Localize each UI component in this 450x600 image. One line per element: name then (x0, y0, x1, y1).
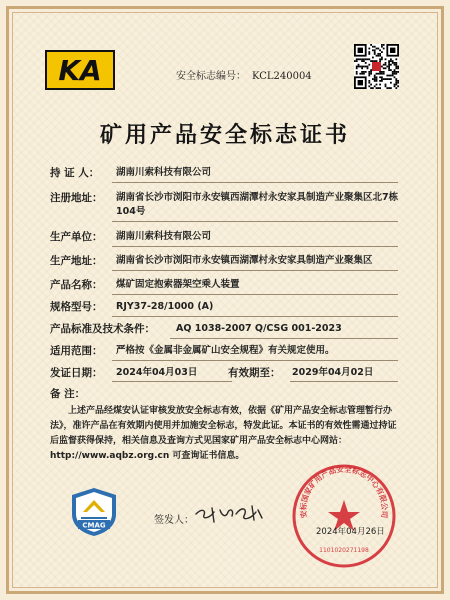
field-holder-label: 持 证 人： (50, 167, 100, 179)
svg-text:安标国家矿用产品安全标志中心有限公司: 安标国家矿用产品安全标志中心有限公司 (298, 464, 390, 519)
field-scope-value: 严格按《金属非金属矿山安全规程》有关规定使用。 (116, 345, 335, 356)
cert-number-label: 安全标志编号： (176, 71, 246, 82)
signature (192, 500, 266, 526)
field-model-value: RJY37-28/1000 (A) (116, 301, 214, 312)
field-product-name-value: 煤矿固定抱索器架空乘人装置 (116, 279, 240, 290)
rule (290, 381, 398, 382)
certificate-number (176, 67, 312, 82)
rule (170, 338, 398, 339)
field-producer-value: 湖南川索科技有限公司 (116, 231, 212, 242)
certificate-body-text: 上述产品经煤安认证审核发放安全标志有效，依据《矿用产品安全标志管理暂行办法》，准许产品在有效期内使用并加施安全标志，特发此证。本证书的有效性需通过持证后监督获得保持，相关信息及查询方式见国家矿用产品安全标志中心网站：http://www.aqbz.org.cn 可查询证书信息。 (50, 406, 397, 461)
ka-logo (45, 50, 115, 90)
rule (112, 316, 398, 317)
field-holder-value: 湖南川索科技有限公司 (116, 167, 212, 178)
cmag-logo (68, 486, 120, 538)
field-prod-address-label: 生产地址： (50, 255, 103, 267)
field-valid-until-value: 2029年04月02日 (292, 367, 374, 378)
rule (112, 294, 398, 295)
field-standard-label: 产品标准及技术条件： (50, 323, 155, 335)
field-prod-address-value: 湖南省长沙市浏阳市永安镇西湖潭村永安家具制造产业聚集区 (116, 255, 373, 266)
cert-number-value: KCL240004 (252, 71, 312, 82)
rule (112, 270, 398, 271)
rule (112, 221, 398, 222)
field-reg-address-value: 湖南省长沙市浏阳市永安镇西湖潭村永安家具制造产业聚集区北7栋104号 (116, 192, 399, 217)
rule (112, 381, 232, 382)
field-reg-address-label: 注册地址： (50, 192, 103, 204)
field-issue-date-value: 2024年04月03日 (116, 367, 198, 378)
field-producer-label: 生产单位： (50, 231, 103, 243)
qr-code[interactable] (354, 44, 399, 89)
svg-text:KA: KA (58, 54, 102, 87)
field-valid-until-label: 有效期至： (228, 367, 281, 379)
official-seal (290, 462, 398, 570)
field-standard-value: AQ 1038-2007 Q/CSG 001-2023 (176, 323, 342, 334)
page-title: 矿用产品安全标志证书 (99, 123, 350, 148)
rule (112, 182, 398, 183)
field-remarks-label: 备 注： (50, 388, 86, 400)
svg-text:1101020271198: 1101020271198 (319, 547, 369, 554)
svg-text:CMAG: CMAG (82, 521, 106, 530)
signer-label: 签发人： (154, 515, 194, 526)
field-product-name-label: 产品名称： (50, 279, 103, 291)
rule (112, 360, 398, 361)
rule (112, 246, 398, 247)
field-issue-date-label: 发证日期： (50, 367, 103, 379)
seal-date: 2024年04月26日 (316, 527, 385, 537)
field-scope-label: 适用范围： (50, 345, 103, 357)
field-model-label: 规格型号： (50, 301, 103, 313)
